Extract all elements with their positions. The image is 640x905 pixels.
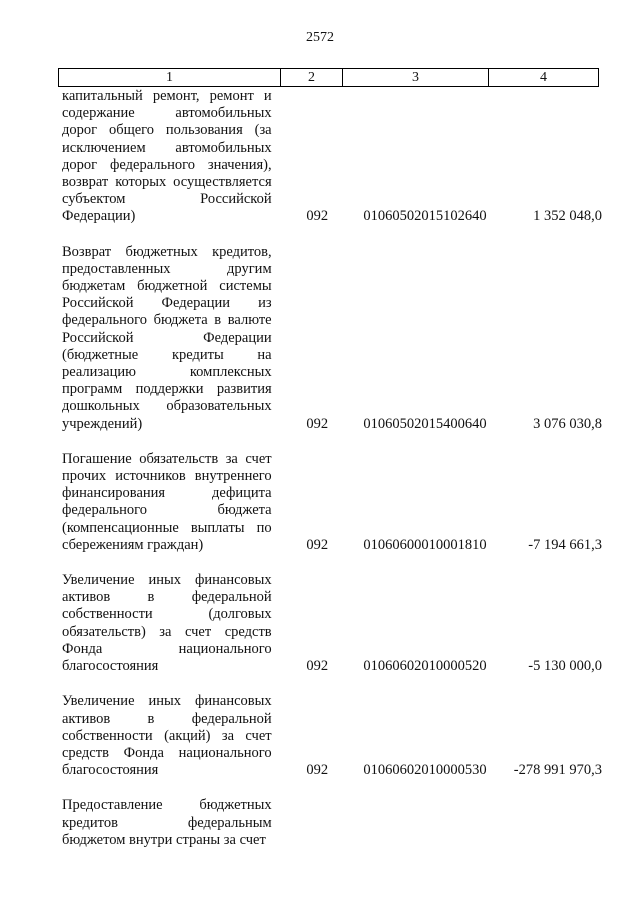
row-description: Возврат бюджетных кредитов, предоставленных другим бюджетам бюджетной системы Российской Федерации из федерального бюджета в валюте Российской Федерации (бюджетные кредиты на реализацию комплексных программ поддержки развития дошкольных образовательных учреждений) <box>62 243 272 432</box>
table-row <box>62 88 602 226</box>
row-amount: 1 352 048,0 <box>533 208 602 225</box>
row-admin-code: 092 <box>306 208 329 225</box>
row-description: Предоставление бюджетных кредитов федеральным бюджетом внутри страны за счет <box>62 797 272 848</box>
row-description: Увеличение иных финансовых активов в федеральной собственности (акций) за счет средств Фонда национального благосостояния <box>62 693 272 779</box>
row-amount: -278 991 970,3 <box>513 762 602 779</box>
row-amount: -5 130 000,0 <box>528 658 602 675</box>
header-col-4: 4 <box>540 70 547 85</box>
row-admin-code: 092 <box>306 658 329 675</box>
row-source-code: 01060502015102640 <box>363 208 487 225</box>
row-description: Погашение обязательств за счет прочих источников внутреннего финансирования дефицита федерального бюджета (компенсационные выплаты по сбережениям граждан) <box>62 450 272 553</box>
table-row <box>62 451 602 554</box>
row-amount: -7 194 661,3 <box>528 536 602 553</box>
row-admin-code: 092 <box>306 415 329 432</box>
row-source-code: 01060602010000520 <box>363 658 487 675</box>
row-amount: 3 076 030,8 <box>533 415 602 432</box>
table-row <box>62 693 602 779</box>
table-header <box>58 68 599 87</box>
page-number: 2572 <box>306 30 334 45</box>
row-description: капитальный ремонт, ремонт и содержание автомобильных дорог общего пользования (за исключением автомобильных дорог федерального значения), возврат которых осуществляется субъектом Российской Федерации) <box>62 88 272 225</box>
table-row <box>62 572 602 675</box>
row-source-code: 01060502015400640 <box>363 415 487 432</box>
header-col-3: 3 <box>343 69 489 86</box>
table-row <box>62 244 602 433</box>
row-source-code: 01060602010000530 <box>363 762 487 779</box>
table-body <box>62 88 602 849</box>
header-col-2: 2 <box>281 69 343 86</box>
row-admin-code: 092 <box>306 762 329 779</box>
row-source-code: 01060600010001810 <box>363 536 487 553</box>
row-description: Увеличение иных финансовых активов в федеральной собственности (долговых обязательств) за счет средств Фонда национального благосостояния <box>62 572 272 675</box>
row-admin-code: 092 <box>306 536 329 553</box>
header-col-1: 1 <box>59 69 281 86</box>
table-row <box>62 797 602 849</box>
